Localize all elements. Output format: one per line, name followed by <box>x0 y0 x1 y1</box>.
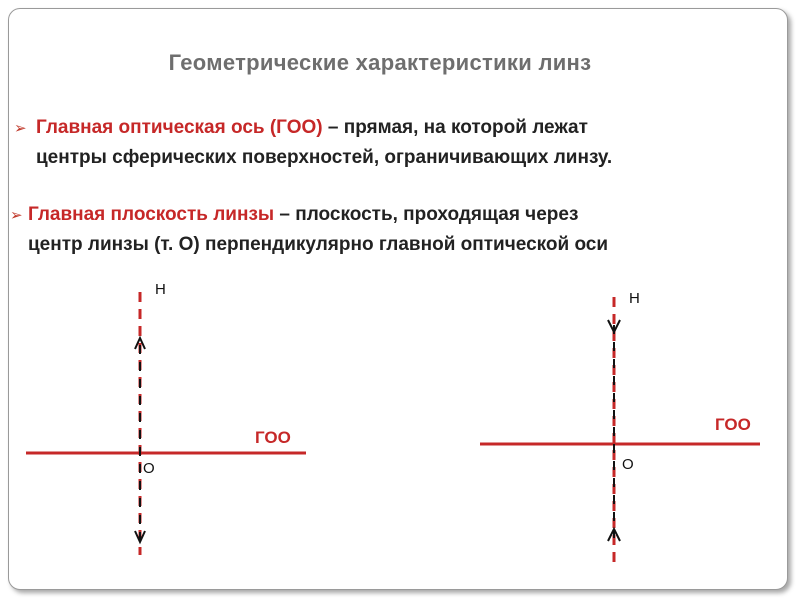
bullet-text: – плоскость, проходящая через <box>274 204 579 225</box>
slide-title: Геометрические характеристики линз <box>168 50 592 75</box>
center-label-left: О <box>143 460 155 477</box>
bullet-arrow-icon: ➢ <box>10 207 23 224</box>
axis-label-right: ГОО <box>715 415 751 434</box>
plane-label-left: Н <box>155 281 166 298</box>
center-label-right: О <box>622 456 634 473</box>
axis-label-left: ГОО <box>255 428 291 447</box>
bullet-text: – прямая, на которой лежат <box>322 117 588 138</box>
converging-lens-diagram <box>26 292 306 555</box>
plane-label-right: Н <box>629 290 640 307</box>
bullet-term: Главная оптическая ось (ГОО) <box>36 117 323 138</box>
bullet-term: Главная плоскость линзы <box>28 204 275 225</box>
bullet-line-continued: центр линзы (т. О) перпендикулярно главной оптической оси <box>28 234 609 255</box>
bullet-arrow-icon: ➢ <box>14 120 27 137</box>
bullet-line-continued: центры сферических поверхностей, ограничивающих линзу. <box>36 147 613 168</box>
